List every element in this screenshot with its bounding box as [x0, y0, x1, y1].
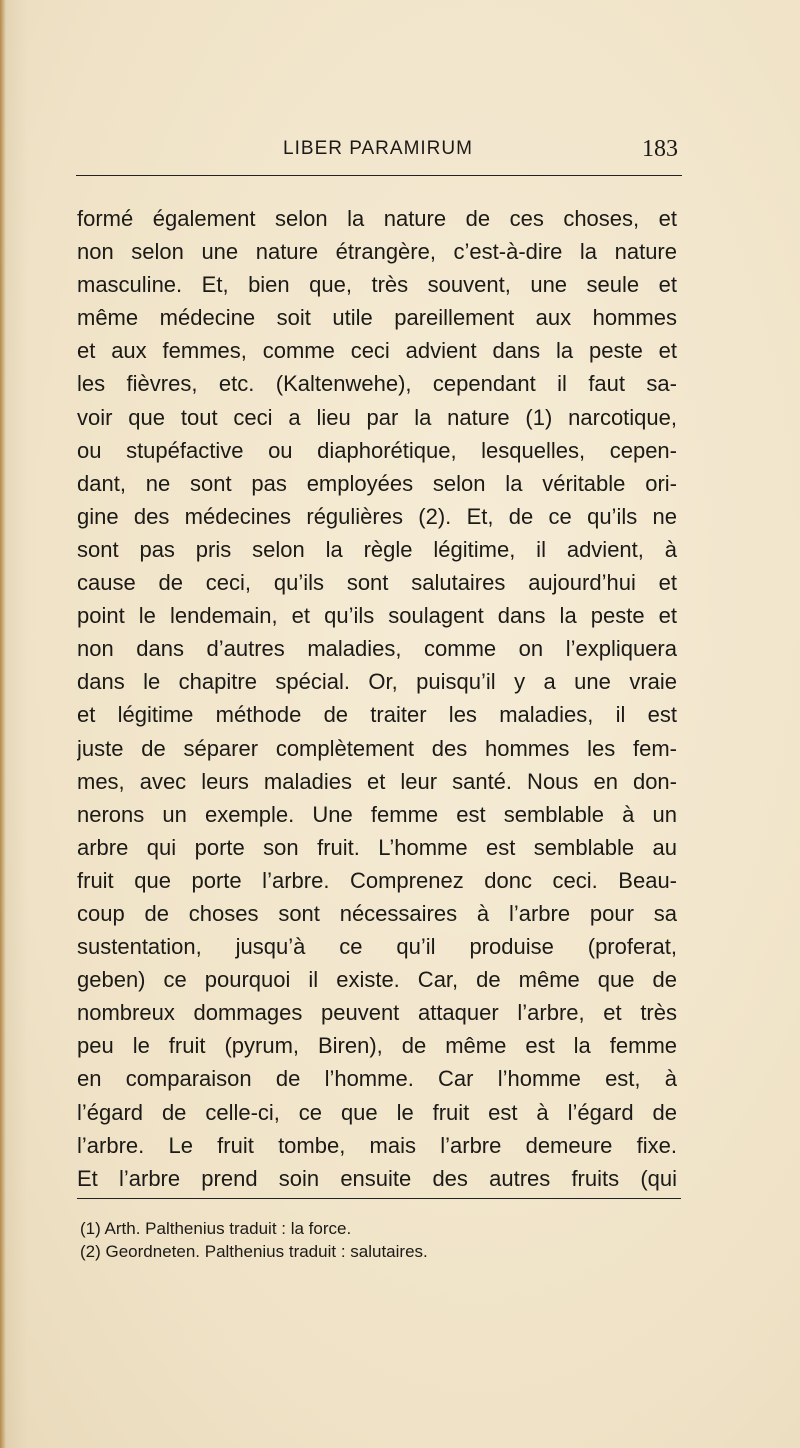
body-line: nerons un exemple. Une femme est semblable à un: [77, 801, 677, 827]
footnote-2: (2) Geordneten. Palthenius traduit : salutaires.: [80, 1242, 428, 1261]
body-line: en comparaison de l’homme. Car l’homme est, à: [77, 1066, 677, 1092]
body-line: voir que tout ceci a lieu par la nature (1) narcotique,: [77, 404, 677, 430]
body-line: fruit que porte l’arbre. Comprenez donc ceci. Beau-: [77, 867, 677, 893]
footnotes: [80, 1217, 680, 1263]
body-line: coup de choses sont nécessaires à l’arbre pour sa: [77, 900, 677, 926]
header-rule: [76, 175, 682, 176]
body-line: et aux femmes, comme ceci advient dans la peste et: [77, 338, 677, 364]
body-line: masculine. Et, bien que, très souvent, une seule et: [77, 272, 677, 298]
body-line: les fièvres, etc. (Kaltenwehe), cependant il faut sa-: [77, 371, 677, 397]
page-number: 183: [642, 136, 678, 162]
running-header: [76, 137, 680, 177]
body-line: formé également selon la nature de ces choses, et: [77, 206, 677, 231]
body-line: l’égard de celle-ci, ce que le fruit est à l’égard de: [77, 1099, 677, 1125]
body-line: et légitime méthode de traiter les maladies, il est: [77, 702, 677, 728]
body-text: [77, 202, 677, 1195]
body-line: sont pas pris selon la règle légitime, il advient, à: [77, 536, 677, 562]
body-line: peu le fruit (pyrum, Biren), de même est la femme: [77, 1033, 677, 1059]
body-line: dant, ne sont pas employées selon la véritable ori-: [77, 470, 677, 496]
body-line: arbre qui porte son fruit. L’homme est semblable au: [77, 834, 677, 860]
body-line: point le lendemain, et qu’ils soulagent dans la peste et: [77, 603, 677, 629]
body-line: dans le chapitre spécial. Or, puisqu’il y a une vraie: [77, 669, 677, 695]
body-line: même médecine soit utile pareillement aux hommes: [77, 305, 677, 331]
body-line: Et l’arbre prend soin ensuite des autres fruits (qui: [77, 1165, 677, 1191]
footnote-rule: [77, 1198, 681, 1199]
body-line: mes, avec leurs maladies et leur santé. Nous en don-: [77, 768, 677, 794]
header-title: LIBER PARAMIRUM: [283, 138, 473, 159]
body-line: l’arbre. Le fruit tombe, mais l’arbre demeure fixe.: [77, 1132, 677, 1158]
body-line: cause de ceci, qu’ils sont salutaires aujourd’hui et: [77, 570, 677, 596]
body-line: gine des médecines régulières (2). Et, de ce qu’ils ne: [77, 503, 677, 529]
body-line: geben) ce pourquoi il existe. Car, de même que de: [77, 967, 677, 993]
body-line: non selon une nature étrangère, c’est-à-dire la nature: [77, 239, 677, 265]
body-line: sustentation, jusqu’à ce qu’il produise (proferat,: [77, 934, 677, 960]
body-line: ou stupéfactive ou diaphorétique, lesquelles, cepen-: [77, 437, 677, 463]
page-edge: [0, 0, 6, 1448]
body-line: nombreux dommages peuvent attaquer l’arbre, et très: [77, 1000, 677, 1026]
body-line: non dans d’autres maladies, comme on l’expliquera: [77, 636, 677, 662]
body-line: juste de séparer complètement des hommes les fem-: [77, 735, 677, 761]
footnote-1: (1) Arth. Palthenius traduit : la force.: [80, 1219, 352, 1238]
